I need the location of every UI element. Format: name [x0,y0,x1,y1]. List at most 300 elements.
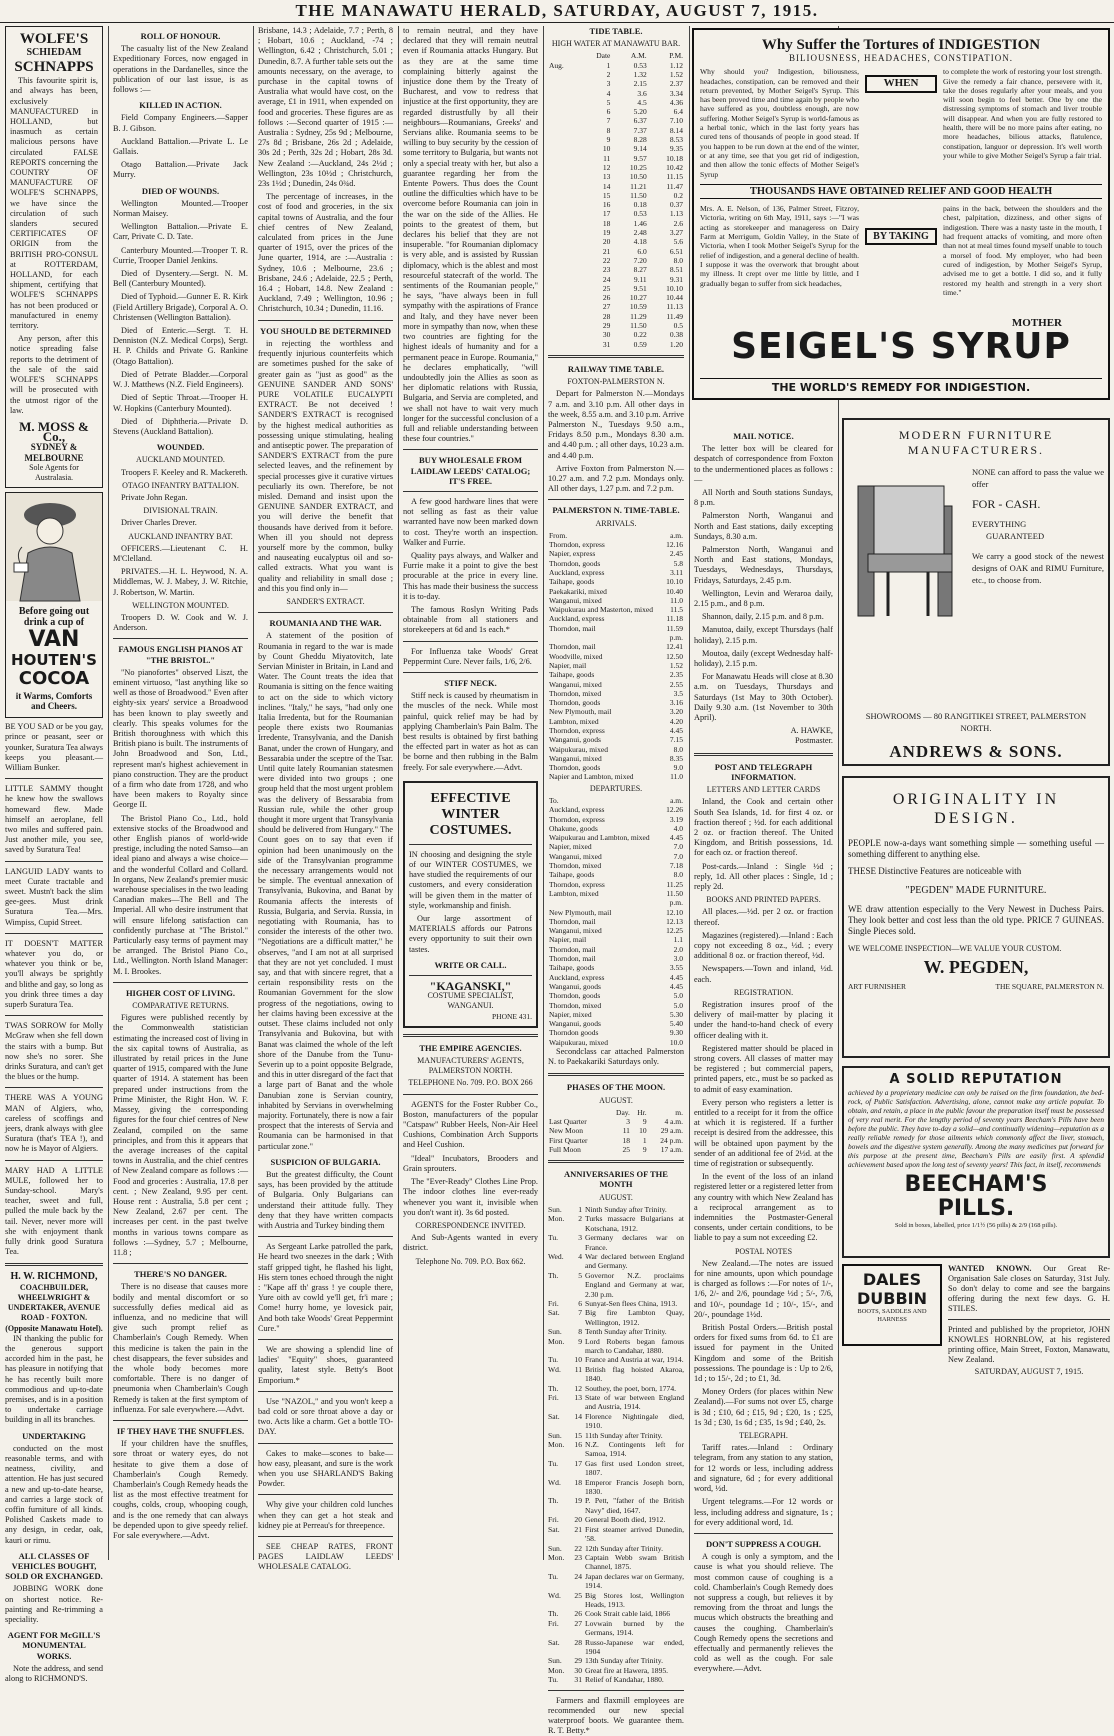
moon-head: PHASES OF THE MOON. [566,1082,666,1093]
mail-item: All North and South stations Sundays, 8 p.m. [694,488,833,508]
kaganski-sub: COSTUME SPECIALIST, WANGANUI. [427,991,514,1011]
pegden-square: THE SQUARE, PALMERSTON N. [995,982,1104,991]
arrival-row-cell: 4.45 [669,725,683,735]
arrival-row-cell: 11.18 [666,614,683,624]
seigel-head: Why Suffer the Tortures of INDIGESTION [761,37,1041,53]
anniv-cell: Mon. [548,1440,565,1450]
moon-col: Day. [616,1107,630,1117]
anniv-cell: Sun. [548,1204,562,1214]
andrews-guar: GUARANTEED [986,531,1045,541]
jobbing: JOBBING WORK done on shortest notice. Re-painting and Re-trimming a speciality. [5,1584,103,1624]
anniv-cell: 28 [574,1637,582,1647]
tide-row-cell: 6.0 [637,246,647,256]
arrival-row [548,745,684,754]
tide-row-cell: 0.59 [633,339,647,349]
anniv-row [548,1459,684,1478]
roumania-body: A statement of the position of Roumania in regard to the war is made by Count Gheddu Miyatovitch, late Servian Minister in Britain, in Land and Water. The Count treats the idea that Roumania is sitting on the fence waiting to act on the side to which victory inclines. "Italy," he says, "had only one Italia Irredenta, but for the Roumanian people there exists two Roumanias Irredente, Transylvania, and the Danish Banat, under the crown of Hungary, and Bessarabia under the sceptre of the Tsar. Until quite lately Roumanian statesmen were divided into two groups ; one group held that the most urgent problem was the delivery of Bessarabia from Russian rule, while the other group thought it more urgent that Transylvania should be delivered from Hungary." The Count goes on to say that even if opinion had been unanimously on the side of the Transylvanian programme the necessary arrangements would not be simple. The eventual annexation of Transylvania, Bukovina, and Banat by Roumania affects the interests of Russia, Bulgaria, and Servia. Russia, in negotiating with Roumania, has to consider the interests of the other two. "Negotiations are a difficult matter," he observes, "and I am not at all surprised that they are not yet concluded. I must say, and that with sincere regret, that a certain responsibility rests on the Roumanian Government for the slow progress of the negotiations, owing to her claims having been excessive at the outset. These claims included not only Transylvania and Bukovina, but with Banat was claimed the whole of the left shore of the Danube from the Tunu-Severin up to a point opposite Belgrade, and this in utter disregard of the fact that a large part of Banat and the whole Danubian zone is Servian country, inhabited by Servians in overwhelming majority. Fortunately, there is now a fair prospect that the interests of Servia and Roumania can be harmonised in that particular zone." [258,631,394,1151]
tide-row-cell [548,154,580,163]
mags-body: Magazines (registered).—Inland : Each copy not exceeding 8 oz., ½d. ; every additional 8 oz. or fraction thereof, ½d. [694,930,833,961]
arrival-row-cell: Thorndon, mixed [549,688,602,698]
arrival-row-cell: Auckland, express [549,567,605,577]
tide-row-cell: 5.20 [633,107,647,117]
moon-row [548,1136,684,1145]
empire-tel2: Telephone No. 709. P.O. Box 662. [415,1256,526,1266]
tide-row [548,98,684,107]
tide-row-cell: 21 [602,246,611,256]
mail-item: Manutoa, daily, except Thursdays (half holiday), 2.15 p.m. [694,625,833,645]
beecham-brand2: PILLS. [937,1196,1015,1221]
tide-row [548,70,684,79]
tide-row [548,219,684,228]
departure-row-cell: 4.0 [673,823,683,833]
rail-head: RAILWAY TIME TABLE. [567,363,665,374]
arrival-row [548,698,684,707]
tide-row-cell: 29 [602,321,611,331]
departure-row [548,982,684,991]
wounds-item: Died of Petrate Bladder.—Corporal W. J. Matthews (N.Z. Field Engineers). [113,369,248,390]
reg-body: Registration insures proof of the delivery of mail-matter by placing it under the hand-to-hand check of every officer dealing with it. [694,999,833,1040]
moon-col [548,1108,608,1117]
arrival-row-cell: Thorndon, mail [549,623,596,633]
tide-row-cell: 3.34 [669,88,683,98]
anniv-cell: Sunyat-Sen flees China, 1913. [585,1298,678,1308]
anniv-cell: Sun. [548,1430,562,1440]
departure-row-cell: 9.30 [669,1028,683,1038]
departure-row [548,870,684,879]
departure-row-cell: Napier, mail [549,935,587,945]
departure-row-cell: 5.0 [673,1000,683,1010]
departure-row [548,880,684,889]
letters-body: Inland, the Cook and certain other South Sea Islands, 1d. for first 4 oz. or fraction thereof ; ½d. for each additional 2 oz. or fraction thereof. The United Kingdom, and British possessions, 1d. for each oz. or fraction thereof. [694,797,833,858]
arrival-row-cell: 8.35 [669,753,683,763]
snuffles-head: IF THEY HAVE THE SNUFFLES. [116,1425,245,1436]
anniv-cell: 21 [574,1524,582,1534]
arrival-row [548,717,684,726]
column-7 [838,26,1114,1560]
anniv-cell: 1 [578,1204,582,1214]
anniv-row [548,1299,684,1308]
tide-row-cell: 8.27 [633,265,647,275]
wounds-item: Died of Typhoid.—Gunner E. R. Kirk (Field Artillery Brigade), Corporal A. O. Christensen (Wellington Battalion). [113,292,248,322]
tide-row [548,293,684,302]
tide-row [548,154,684,163]
imprint: Printed and published by the proprietor, JOHN KNOWLES HORNBLOW, at his registered printing office, Main Street, Foxton, Manawatu, New Zealand. [948,1325,1110,1364]
anniv-row [548,1412,684,1431]
kaganski-advert [403,781,538,1028]
tide-row-cell: 22 [602,255,611,265]
tide-row [548,144,684,153]
anniv-cell: France and Austria at war, 1914. [585,1355,684,1365]
anniv-row [548,1553,684,1572]
tide-row-cell [548,330,580,339]
anniv-cell: Tu. [548,1675,559,1685]
anniv-row [548,1308,684,1327]
anniv-cell: Tu. [548,1355,559,1365]
anniv-cell: Tu. [548,1458,559,1468]
wounded-unit: AUCKLAND INFANTRY BAT. [128,531,233,541]
departure-row-cell: 5.30 [669,1009,683,1019]
anniv-cell: Tenth Sunday after Trinity. [585,1327,667,1337]
arrival-row [548,624,684,633]
rhyme: BE YOU SAD or be you gay, prince or peasant, seer or younker, Suratura Tea always keeps you pleasant.—William Bunker. [5,722,104,772]
arrival-row [548,549,684,558]
anniv-row [548,1431,684,1440]
departure-row [548,1010,684,1019]
living-sub: COMPARATIVE RETURNS. [132,1001,229,1011]
anniv-cell: First steamer arrived Dunedin, '58. [585,1524,684,1544]
moon-row [548,1126,684,1135]
tide-row-cell: 8.28 [633,135,647,145]
tide-row-cell: 2.48 [633,228,647,238]
roll-intro: The casualty list of the New Zealand Expeditionary Forces, now engaged in operations in the Dardanelles, since the publication of our last issue, is as follows :— [113,44,248,95]
departure-row-cell: 7.0 [673,851,683,861]
reg-body4: In the event of the loss of an inland registered letter or a registered letter from any country with which New Zealand has a reciprocal arrangement as to indemnities the Postmaster-General consents, under certain conditions, to be liable to pay a sum not exceeding £2. [694,1172,833,1243]
tide-row [548,228,684,237]
tele-head: TELEGRAPH. [739,1431,788,1441]
tide-row-cell: 18 [602,218,611,228]
anniv-cell: Turks massacre Bulgarians at Kotschana, 1912. [585,1214,684,1233]
departure-row-cell: 7.18 [669,861,683,871]
seigel-test-right: pains in the back, between the shoulders and the chest, palpitation, dizziness, and other signs of indigestion. There was a nasty taste in the mouth, I had frequent attacks of vomiting, and more often than not at meal times found myself unable to touch a morsel of food. My employer, who had been cured of indigestion, by Mother Seigel's Syrup, advised me to get a bottle. I did so, and it fully restored my health and strength in a very short time." [943,204,1102,297]
tide-row-cell [548,312,580,321]
arrival-row-cell: 12.50 [666,651,683,661]
departures-table [548,796,684,1047]
cough-head: DON'T SUPPRESS A COUGH. [705,1538,822,1549]
tide-row-cell: 20 [602,237,611,247]
winter-title: EFFECTIVE WINTER COSTUMES. [429,790,512,838]
anniv-row [548,1619,684,1638]
tide-row [548,209,684,218]
tide-row-cell [548,321,580,330]
pegden-body1: PEOPLE now-a-days want something simple — something useful — something different to anything else. [848,838,1104,859]
tide-row-cell: 11.29 [630,311,647,321]
tide-row-cell: 11.49 [666,311,683,321]
tide-row-cell: 10 [602,144,611,154]
departure-row [548,945,684,954]
anniv-row [548,1478,684,1497]
departure-row-cell: 3.55 [669,963,683,973]
arrival-row-cell: 9.0 [673,763,683,773]
arrival-row-cell: Wanganui, mixed [549,753,602,763]
arrival-row-cell: 2.35 [669,670,683,680]
tide-row-cell [548,89,580,98]
tide-row-cell: 11.47 [666,181,683,191]
anniv-cell: 27 [574,1618,582,1628]
anniv-row [548,1384,684,1393]
departure-row-cell: Thorndon, express [549,879,605,889]
tide-header-row [548,51,684,60]
tide-row-cell: 9 [606,135,611,145]
books-body: All places.—½d. per 2 oz. or fraction thereof. [694,907,833,927]
arrival-row [548,763,684,772]
rhyme: LITTLE SAMMY thought he knew how the swallows homeward flew. Made himself an aeroplane, fell two miles and suffered pain. Just another mile, you see, saved by Suratura Tea! [5,784,103,855]
tide-row [548,340,684,349]
departure-row-cell: Auckland, express [549,972,605,982]
stiff-head: STIFF NECK. [444,677,497,688]
notes-body: New Zealand.—The notes are issued for nine amounts, upon which poundage is charged as follows :—For notes of 1/-, 1/6, 2/- and 2/6, poundage ½d ; 5/-, 7/6, and 10/-, poundage 1d ; 10/-, 15/-, and 20/-, poundage 1½d. [694,1258,833,1319]
tide-row-cell: 4 [606,88,611,98]
anniv-cell: 26 [574,1609,582,1619]
tide-row [548,135,684,144]
arrival-row-cell: 7.15 [669,735,683,745]
seigel-brand: SEIGEL'S SYRUP [731,326,1071,367]
seigel-mother: MOTHER [1011,316,1062,329]
wounds-item: Died of Enteric.—Sergt. T. H. Denniston (N.Z. Medical Corps), Sergt. H. P. Childs and Private G. Rankine (Otago Battalion). [113,326,248,366]
anniv-row [548,1440,684,1459]
departure-row [548,973,684,982]
moon-row-cell: 9 [642,1144,647,1154]
arrival-row-cell: 11.59 [666,623,683,633]
dales-advert [842,1264,942,1346]
urgent-body: Urgent telegrams.—For 12 words or less, including address and signature, 1s ; for every additional word, 1d. [694,1497,833,1527]
moss-sub: SYDNEY & MELBOURNE [24,442,84,463]
anniv-cell: Wd. [548,1477,561,1487]
cocoa-line2: drink a cup of [23,616,85,628]
arrival-row-cell: Wanganui, mixed [549,595,602,605]
wounded-item: OFFICERS.—Lieutenant C. H. M'Clelland. [113,543,248,563]
departure-row-cell: 1.1 [673,935,683,945]
arrival-row-cell: 10.40 [666,586,683,596]
andrews-advert [842,418,1110,766]
post-head: POST AND TELEGRAPH INFORMATION. [714,761,813,782]
pegden-name: W. PEGDEN, [923,957,1029,977]
snuffles-body: If your children have the snuffles, sore throat or watery eyes, do not hesitate to give them a dose of Chamberlain's Cough Remedy. Chamberlain's Cough Remedy heads the list as the most effective treatment for coughs, colds, croup, whooping cough, and is the one remedy that can always be depended upon to give speedy relief. For sale everywhere.—Advt. [113,1439,248,1541]
arrival-row [548,680,684,689]
anniv-cell: Wd. [548,1364,561,1374]
tide-row-cell [548,275,580,284]
tide-row-cell: 1.12 [669,60,683,70]
arrival-row-cell: 3.16 [669,698,683,708]
mail-item: For Manawatu Heads will close at 8.30 a.m. on Tuesdays, Thursdays and Saturdays (1st May to 30th October). Daily 9.30 a.m. (1st November to 30th April). [694,672,833,723]
tide-row-cell: 9.57 [633,153,647,163]
moon-row-cell: 25 [622,1144,630,1154]
arrival-row-cell: Napier and Lambton, mixed [549,772,634,782]
arrival-row-cell: 3.5 [673,688,683,698]
tide-row-cell [548,172,580,181]
departure-row-cell: 10.0 [669,1037,683,1047]
tide-row-cell: 6.4 [673,107,683,117]
anniv-cell: Cook Strait cable laid, 1866 [585,1609,670,1619]
mail-head: MAIL NOTICE. [733,431,794,441]
anniv-cell: Fri. [548,1515,559,1525]
column-4 [398,26,543,1560]
anniv-cell: Sun. [548,1543,562,1553]
anniv-cell: P. Pett, "father of the British Navy" died, 1647. [585,1496,684,1515]
tide-row-cell: 1.46 [633,218,647,228]
departure-row-cell: 3.19 [669,814,683,824]
pegden-art: ART FURNISHER [848,982,906,991]
tide-row-cell [548,302,580,311]
tide-row-cell [548,182,580,191]
wounds-item: Wellington Battalion.—Private E. Carr, Private C. D. Tate. [113,222,248,242]
arrival-row-cell: Lambton, mixed [549,716,599,726]
anniv-row [548,1337,684,1356]
winter-call: WRITE OR CALL. [434,959,507,970]
notes-head: POSTAL NOTES [734,1246,793,1256]
pegden-body2: THESE Distinctive Features are noticeable with [848,866,1022,876]
anniv-cell: Mon. [548,1336,565,1346]
andrews-show: SHOWROOMS — 80 RANGITIKEI STREET, PALMERSTON NORTH. [865,711,1087,733]
anniv-row [548,1205,684,1214]
tide-row-cell: 14 [602,181,611,191]
winter-body: IN choosing and designing the style of our WINTER COSTUMES, we have studied the requirements of our customers, and every consideration will be given them in the matter of style, workmanship and finish. [409,849,532,910]
anniv-cell: 12th Sunday after Trinity. [585,1543,663,1553]
killed-item: Auckland Battalion.—Private L. Le Gallais. [113,136,248,157]
arrival-row-cell: Waipukurau and Masterton, mixed [549,605,653,615]
beecham-brand1: BEECHAM'S [904,1172,1048,1197]
tide-row-cell: 9.51 [633,283,647,293]
anniv-cell: 24 [574,1571,582,1581]
departure-row-cell: Napier, mixed [549,842,592,852]
tide-row-cell: 6 [606,107,611,117]
tide-row-cell: 1 [606,60,611,70]
anniv-list [548,1205,684,1685]
agent: AGENT FOR McGILL'S MONUMENTAL WORKS. [7,1630,101,1661]
departure-row-cell: 4.45 [669,972,683,982]
tide-row [548,321,684,330]
departures-head: DEPARTURES. [589,783,643,793]
arrival-row-cell: Napier, express [549,549,596,559]
departure-row-cell: Thorndon, mail [549,954,596,964]
tide-row-cell: 10.10 [666,283,683,293]
departure-row [548,908,684,917]
undertaking-body: conducted on the most reasonable terms, and with neatness, civility, and attention. He has just secured a new and up-to-date hearse, and carries a large stock of coffin furniture of all kinds. Polished Caskets made to any design, in cedar, oak, kauri or rimu. [5,1443,103,1545]
departure-row [548,1019,684,1028]
wanted-body: Our Great Re-Organisation Sale closes on Saturday, 31st July. So don't delay to come and see the bargains offering during the next few days. G. H. STILES. [948,1264,1110,1313]
anniv-cell: Relief of Kandahar, 1880. [585,1675,664,1685]
anniv-row [548,1271,684,1299]
departure-row-cell: Thorndon, goods [549,991,601,1001]
tide-row-cell: 26 [602,293,611,303]
wolfe-title2: SCHNAPPS [14,59,94,76]
seigel-left: Why should you? Indigestion, biliousness, headaches, constipation, can be removed and their return prevented, by Mother Seigel's Syrup. This has been proved time and time again by people who have suffered as you, doubtless enough, are now suffering. Mother Seigel's Syrup is world-famous as a herbal tonic, which in the last forty years has cured tens of thousands of people in good stead. If you happen to be run down at the end of the winter, or at any time, see that you get rid of indigestion, and then allow the tonic effects of Mother Seigel's Syrup [700,67,859,179]
wounds-item: Wellington Mounted.—Trooper Norman Maisey. [113,198,248,219]
tide-row-cell: 6.51 [669,246,683,256]
seigel-footer: THE WORLD'S REMEDY FOR INDIGESTION. [700,378,1102,392]
departure-row-cell: Wanganui, goods [549,1019,601,1029]
tide-row-cell: 10.50 [629,172,647,182]
anniv-cell: Japan declares war on Germany, 1914. [585,1571,684,1591]
tele-body: Tariff rates.—Inland : Ordinary telegram, from any station to any station, for 12 words or less, including address and signature, 6d ; for every additional word, ½d. [694,1443,833,1494]
column-2 [108,26,253,1560]
tide-row [548,107,684,116]
wounds-head: DIED OF WOUNDS. [141,185,220,196]
tide-sub: HIGH WATER AT MANAWATU BAR. [551,39,681,49]
mail-item: Moutoa, daily (except Wednesday half-holiday), 2.15 p.m. [694,648,833,669]
tide-row [548,302,684,311]
arrival-row-cell: 12.16 [666,540,683,550]
tide-row-cell: 28 [602,311,611,321]
arrivals-header-row [548,531,684,540]
mail-item: Palmerston North, Wanganui and North and East stations, daily excepting Sundays, 8.30 a.m. [694,511,833,541]
arrival-row [548,596,684,605]
andrews-brand: ANDREWS & SONS. [889,742,1063,761]
determined-body: in rejecting the worthless and frequently injurious counterfeits which are sometimes pushed for the sake of greater gain as "just as good" as the GENUINE SANDER AND SONS' PURE VOLATILE EUCALYPTI EXTRACT. Be not deceived ! SANDER'S EXTRACT is recognised by the highest medical authorities as possessing unique stimulating, healing and antiseptic power. The preparation of SANDER'S EXTRACT from the pure selected leaves, and the refinement by special processes give it curative virtues peculiarly its own. Therefore, be not misled. Demand and insist upon the GENUINE SANDER EXTRACT, and you will derive the benefit that thousands have derived from it before. When ill you should not depress yourself more by the common, bulky and nauseating eucalyptus oil and so-called extracts. What you want is quality and reliability in small dose ; and this you find only in— [258,338,393,593]
arrival-row-cell: Taihape, goods [549,670,595,680]
departure-row-cell: 4.45 [669,981,683,991]
anniv-cell: Big Stores lost, Wellington Heads, 1913. [585,1590,684,1609]
arrival-row [548,568,684,577]
departure-row-cell: 5.0 [673,991,683,1001]
tide-row-cell [548,70,580,79]
departure-row-cell: 2.0 [673,944,683,954]
arrival-row [548,605,684,614]
anniv-cell: 10 [574,1355,582,1365]
arrival-row [548,652,684,661]
tide-row-cell [548,219,580,228]
departure-row [548,842,684,851]
anniv-head: ANNIVERSARIES OF THE MONTH [564,1169,668,1190]
tide-row-cell [548,340,580,349]
arrival-row-cell: Thorndon, mail [549,642,596,652]
cocoa-brand2: HOUTEN'S [11,650,97,669]
tide-row-cell: 1.32 [633,70,647,79]
tide-row-cell [548,293,580,302]
tide-row-cell: 0.5 [673,321,683,331]
armchair-illustration [848,466,966,626]
moss-agents: Sole Agents for Australasia. [29,462,79,482]
tide-row [548,89,684,98]
pianos-body: "No pianofortes" observed Liszt, the eminent virtuoso, "last anything like so well as those of Broadwood." Even after eighty-six years' service a Broadwood has been known to play sweetly and clearly. This speaks volumes for the British thoroughness with which this British piano is built. The instruments of John Broadwood and Son, Ltd., represent man's highest achievement in piano construction. They are the product of a firm who date from 1728, and who have been makers to Royalty since George II. [113,667,248,810]
departure-row [548,1028,684,1037]
andrews-head2: MANUFACTURERS. [907,443,1045,457]
arrival-row [548,577,684,586]
imprint-date: SATURDAY, AUGUST 7, 1915. [974,1367,1084,1376]
arrival-row [548,735,684,744]
tide-row-cell [548,265,580,274]
tide-row-cell: 9.14 [633,144,647,154]
anniv-row [548,1656,684,1665]
departure-row-cell: 8.0 [673,870,683,880]
anniv-cell: 14 [574,1411,582,1421]
anniv-cell: 5 [578,1270,582,1280]
departure-row-cell: Thorndon, express [549,814,605,824]
departure-row-cell: 12.26 [666,805,683,815]
anniv-cell: Wed. [548,1251,564,1261]
moon-row [548,1117,684,1126]
tide-row-cell: 23 [602,265,611,275]
anniv-cell: Germany declares war on France. [585,1233,684,1252]
moon-row-cell: First Quarter [549,1135,588,1145]
anniv-cell: 12 [574,1383,582,1393]
laidlaw-body: A few good hardware lines that were not selling as fast as their value warranted have now been marked down to cost. They're worth an inspection. Walker and Furrie. [403,496,538,547]
anniv-cell: 2 [578,1214,582,1224]
tide-row [548,200,684,209]
tide-row-cell: 24 [602,274,611,284]
anniv-cell: Th. [548,1383,559,1393]
arrival-row-cell: Thorndon, goods [549,763,601,773]
stiff-body: Stiff neck is caused by rheumatism in the muscles of the neck. While most painful, quick relief may be had by applying Chamberlain's Pain Balm. The best results is obtained by first bathing the effected part in water as hot as can be borne and then rubbing in the Balm freely. For sale everywhere.—Advt. [403,691,538,772]
departure-row-cell: Wanganui, mixed [549,851,602,861]
wounds-item: Died of Septic Throat.—Trooper H. W. Hopkins (Canterbury Mounted). [113,393,248,413]
departure-row-cell: Thorndon, mixed [549,861,602,871]
column-3 [253,26,398,1572]
wolfe-title: WOLFE'S [19,31,89,47]
tide-row-cell: 13 [602,172,611,182]
anniv-cell: 31 [574,1675,582,1685]
arrival-row-cell: 2.45 [669,549,683,559]
empire-head: THE EMPIRE AGENCIES. [419,1042,522,1053]
arrival-row [548,689,684,698]
arrival-row-cell: 2.55 [669,679,683,689]
flaxmill-body: Farmers and flaxmill employees are recommended our new special waterproof boots. We guarantee them. R. T. Betty.* [548,1695,684,1736]
tide-row-cell: 2.37 [669,79,683,89]
laidlaw-head: BUY WHOLESALE FROM LAIDLAW LEEDS' CATALOG; IT'S FREE. [410,455,531,486]
tide-row-cell: 30 [602,330,611,340]
tide-row-cell: 7.20 [633,255,647,265]
tide-row-cell: 8 [606,125,611,135]
column-5 [543,26,689,1736]
